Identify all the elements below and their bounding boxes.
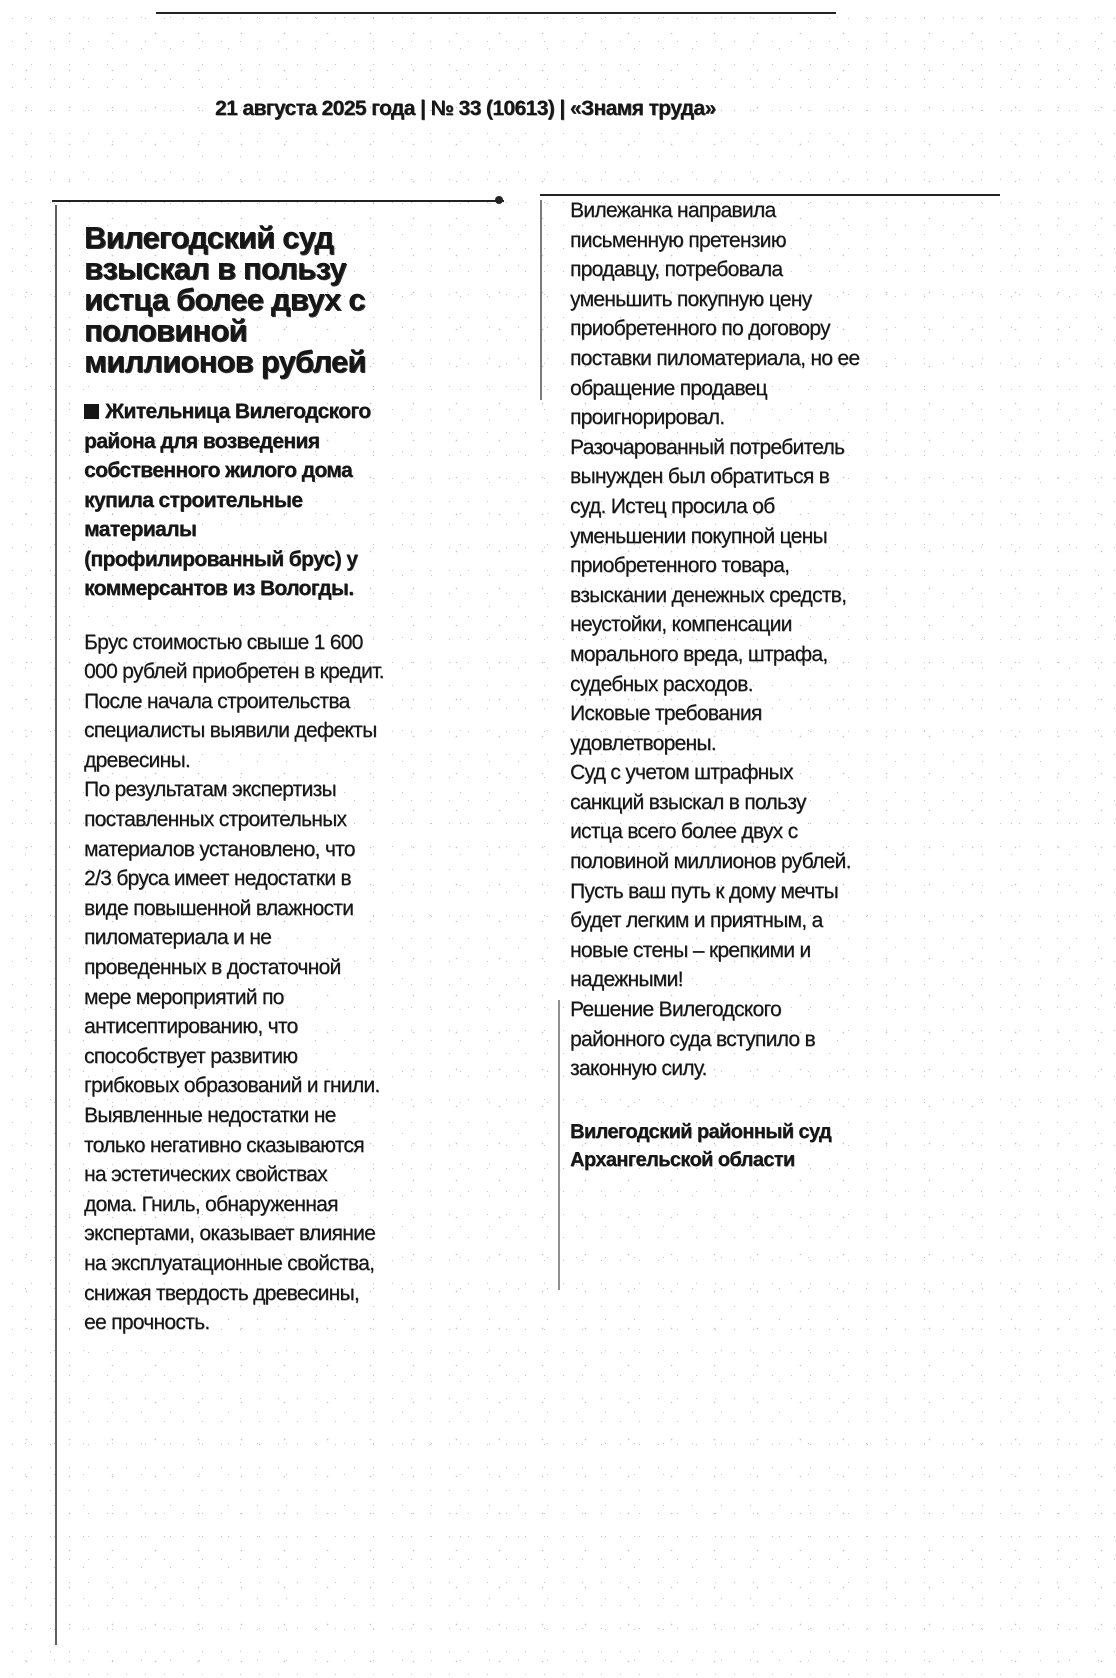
body-paragraph: Выявленные недостатки не только негативно сказываются на эстетических свойствах дома. Гниль, обнаруженная экспертами, оказывает влияние на эксплуатационные свойства, снижая твердость древесины, ее прочность. — [84, 1104, 376, 1335]
article-lead — [84, 397, 384, 604]
article-column-right — [570, 196, 860, 1174]
divider-ornament — [495, 196, 503, 204]
column-rule-left — [55, 205, 57, 1645]
body-paragraph: После начала строительства специалисты выявили дефекты древесины. — [84, 689, 377, 772]
body-paragraph: Суд с учетом штрафных санкций взыскал в пользу истца всего более двух с половиной миллионов рублей. — [570, 761, 851, 874]
newspaper-masthead: 21 августа 2025 года | № 33 (10613) | «Знамя труда» — [215, 97, 716, 120]
body-paragraph: Решение Вилегодского районного суда вступило в законную силу. — [570, 998, 815, 1081]
divider-left — [52, 200, 504, 202]
lead-marker-icon — [84, 404, 99, 419]
body-paragraph: Брус стоимостью свыше 1 600 000 рублей приобретен в кредит. — [84, 630, 384, 684]
body-paragraph: Пусть ваш путь к дому мечты будет легким и приятным, а новые стены – крепкими и надежными! — [570, 879, 838, 992]
column-rule-middle-lower — [558, 1000, 560, 1290]
body-paragraph: Вилежанка направила письменную претензию продавцу, потребовала уменьшить покупную цену приобретенного по договору поставки пиломатериала, но ее обращение продавец проигнорировал. — [570, 199, 860, 430]
article-lead-text: Жительница Вилегодского района для возведения собственного жилого дома купила строительные материалы (профилированный брус) у коммерсантов из Вологды. — [84, 400, 371, 600]
body-paragraph: Исковые требования удовлетворены. — [570, 702, 762, 755]
column-rule-middle — [540, 200, 542, 400]
article-signature: Вилегодский районный суд Архангельской области — [570, 1120, 832, 1171]
top-rule — [156, 12, 836, 14]
body-paragraph: Разочарованный потребитель вынужден был обратиться в суд. Истец просила об уменьшении покупной цены приобретенного товара, взыскании денежных средств, неустойки, компенсации морального вреда, штрафа, судебных расходов. — [570, 435, 847, 696]
body-paragraph: По результатам экспертизы поставленных строительных материалов установлено, что 2/3 бруса имеет недостатки в виде повышенной влажности пиломатериала и не проведенных в достаточной мере мероприятий по антисептированию, что способствует развитию грибковых образований и гнили. — [84, 778, 380, 1098]
article-column-left — [84, 222, 384, 1338]
article-headline: Вилегодский суд взыскал в пользу истца более двух с половиной миллионов рублей — [84, 220, 366, 379]
